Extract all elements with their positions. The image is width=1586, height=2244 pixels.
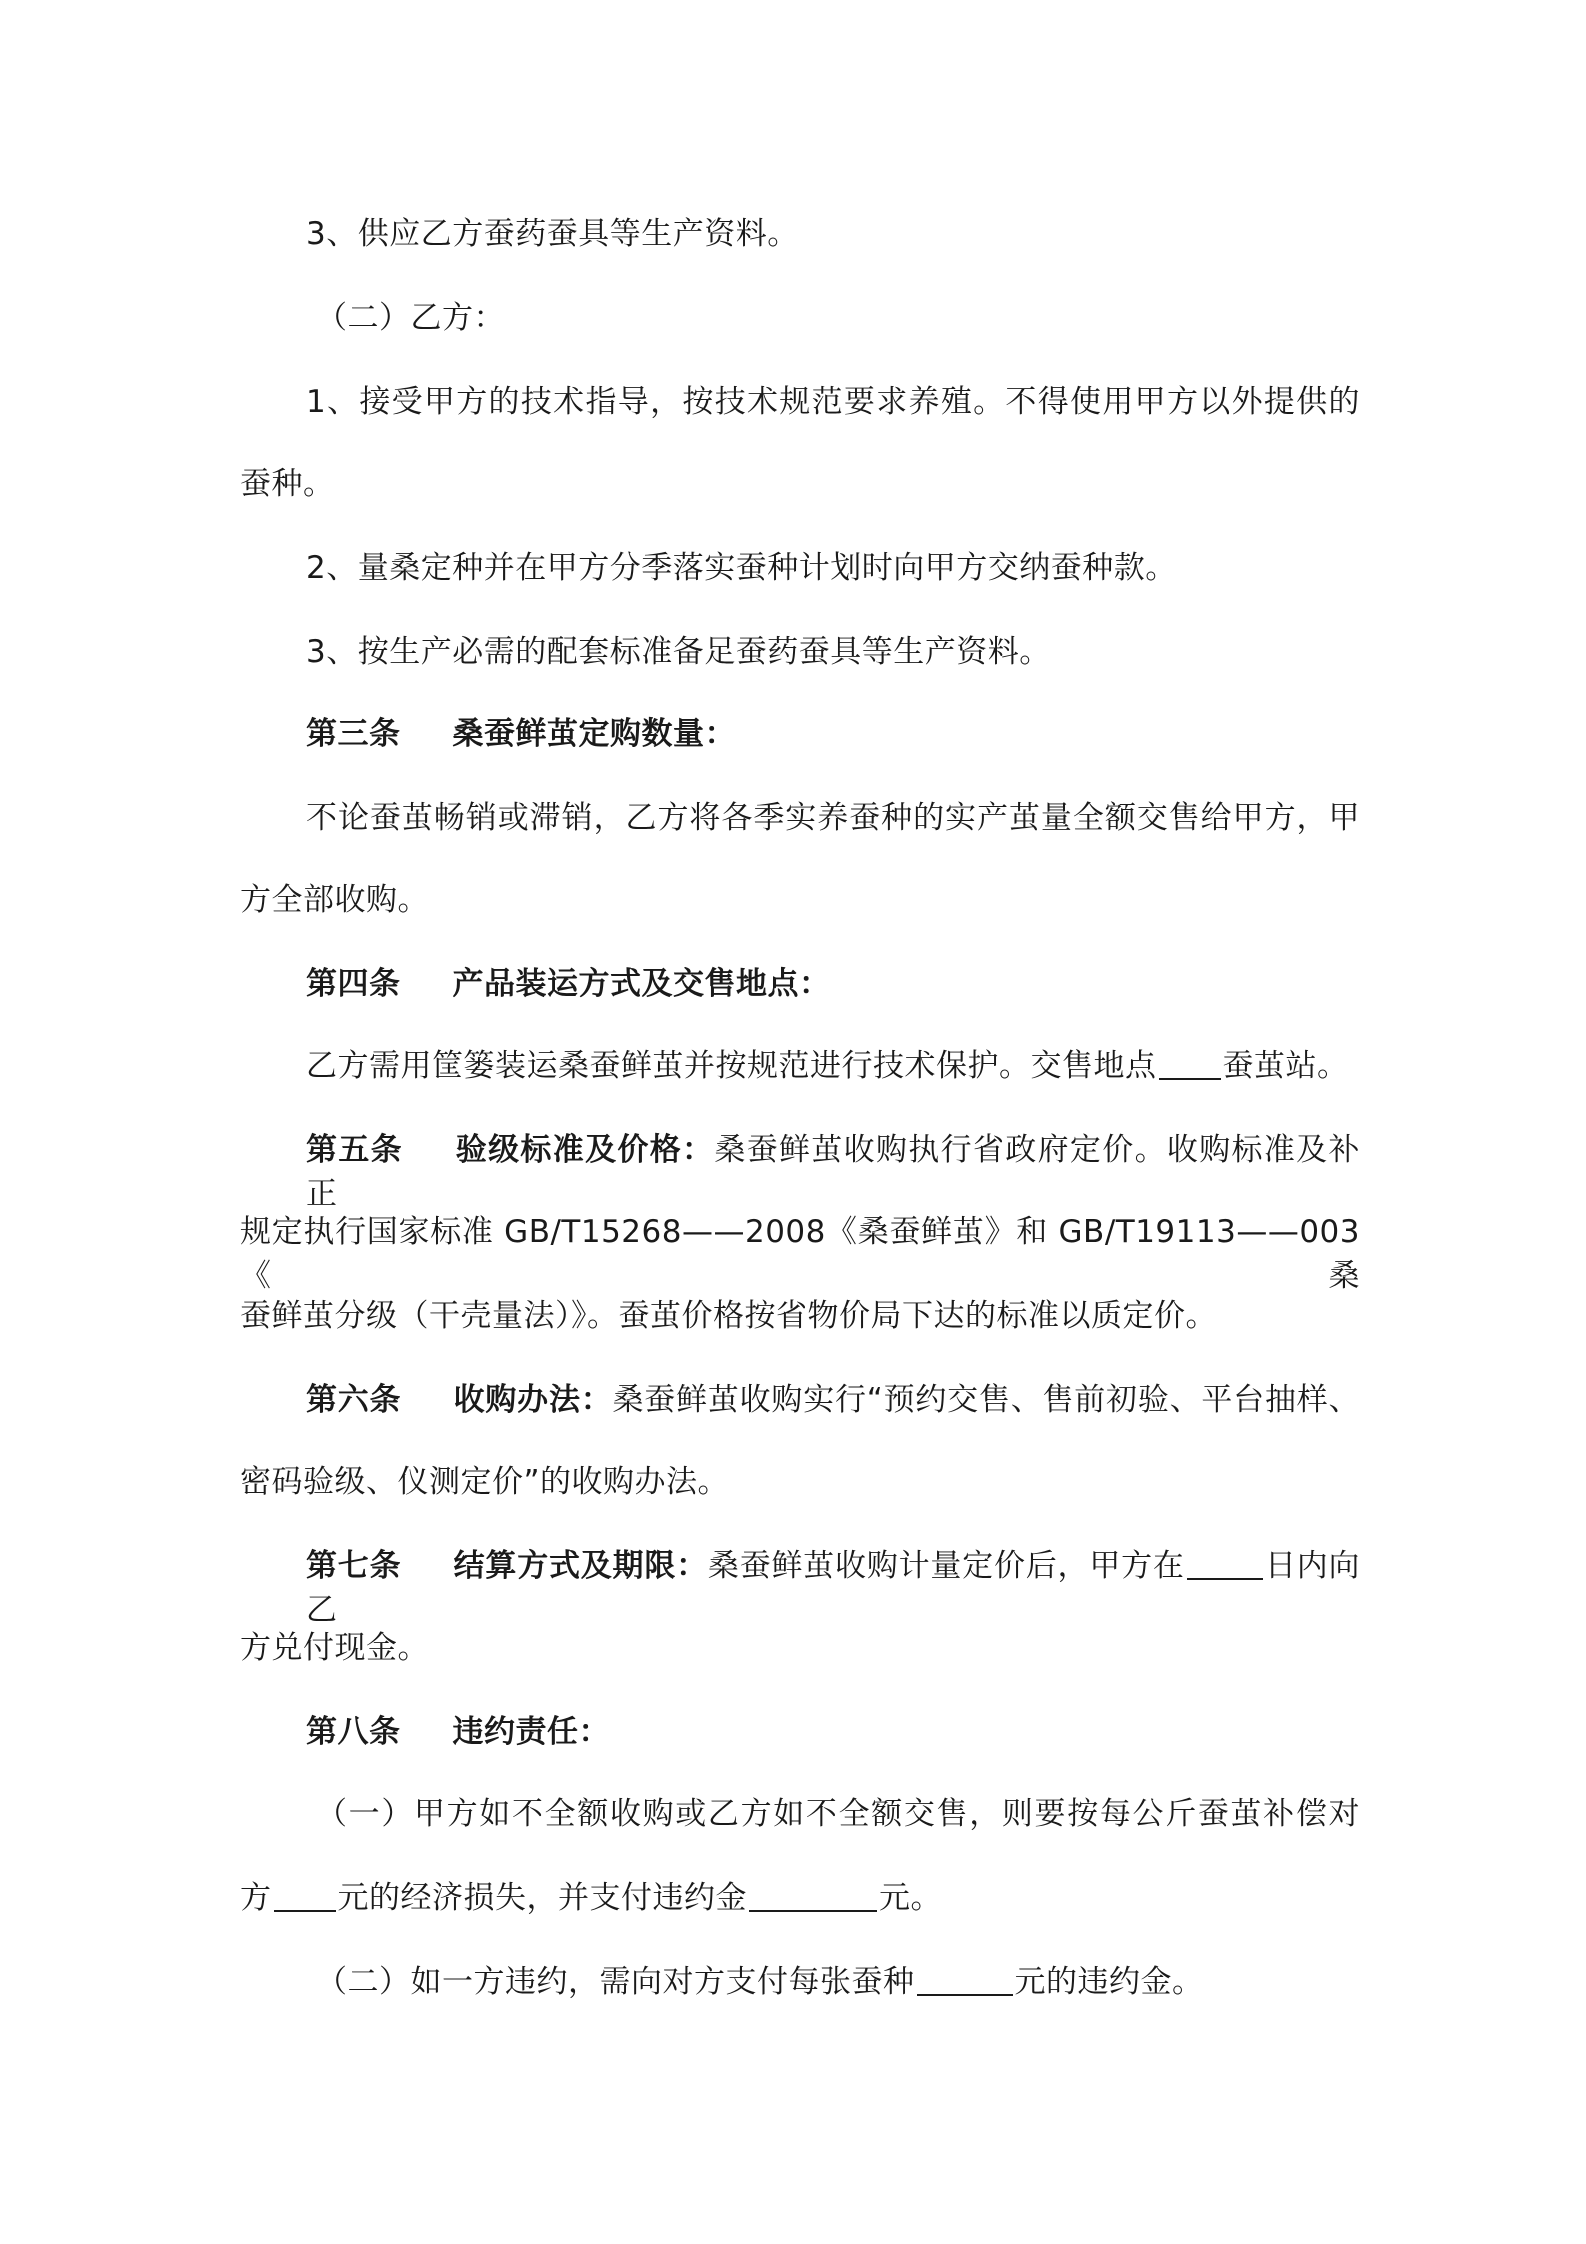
paragraph-text: 蚕茧站。	[1222, 1048, 1349, 1084]
article-title: 收购办法：	[453, 1382, 613, 1418]
article-3-heading	[306, 712, 1360, 756]
paragraph-supply-materials	[306, 212, 1360, 256]
article-number: 第五条	[306, 1132, 403, 1168]
paragraph-article3-line1	[306, 796, 1360, 840]
paragraph-text: 2、量桑定种并在甲方分季落实蚕种计划时向甲方交纳蚕种款。	[306, 550, 1177, 586]
paragraph-text: 日内向乙	[306, 1548, 1361, 1628]
section-party-b-heading	[316, 296, 1360, 340]
paragraph-text: 元的经济损失，并支付违约金	[337, 1880, 747, 1916]
blank-station-field[interactable]	[1159, 1048, 1221, 1080]
article-7-line1	[306, 1544, 1360, 1632]
paragraph-text: 元。	[879, 1880, 942, 1916]
article-title: 结算方式及期限：	[453, 1548, 708, 1584]
paragraph-article4	[306, 1044, 1360, 1088]
paragraph-text: （二）如一方违约，需向对方支付每张蚕种	[316, 1964, 915, 2000]
paragraph-text: 桑蚕鲜茧收购计量定价后，甲方在	[707, 1548, 1185, 1584]
paragraph-b1-line2	[240, 462, 1360, 506]
section-heading-text: （二）乙方：	[316, 300, 505, 336]
article-number: 第七条	[306, 1548, 402, 1584]
article-8-item2	[316, 1960, 1360, 2004]
paragraph-b1-line1	[306, 380, 1360, 424]
article-7-line2	[240, 1626, 1360, 1670]
paragraph-text: 桑蚕鲜茧收购执行省政府定价。收购标准及补正	[306, 1132, 1361, 1212]
blank-compensation-field[interactable]	[274, 1880, 336, 1912]
paragraph-text: 方	[240, 1880, 272, 1916]
paragraph-text: 规定执行国家标准 GB/T15268——2008《桑蚕鲜茧》和 GB/T19113——003《桑	[240, 1214, 1360, 1294]
paragraph-text: 蚕鲜茧分级（干壳量法）》。蚕茧价格按省物价局下达的标准以质定价。	[240, 1298, 1217, 1334]
article-4-heading	[306, 962, 1360, 1006]
article-5-line3	[240, 1294, 1360, 1338]
article-title: 验级标准及价格：	[454, 1132, 715, 1168]
article-8-heading	[306, 1710, 1360, 1754]
paragraph-text: 元的违约金。	[1014, 1964, 1204, 2000]
blank-penalty-field[interactable]	[749, 1880, 877, 1912]
article-number: 第八条	[306, 1714, 401, 1750]
article-title: 违约责任：	[452, 1714, 610, 1750]
article-5-line1	[306, 1128, 1360, 1216]
blank-days-field[interactable]	[1187, 1548, 1263, 1580]
paragraph-text: 方全部收购。	[240, 882, 429, 918]
article-title: 产品装运方式及交售地点：	[452, 966, 831, 1002]
article-8-item1-line2	[240, 1876, 1360, 1920]
paragraph-text: 不论蚕茧畅销或滞销，乙方将各季实养蚕种的实产茧量全额交售给甲方，甲	[306, 800, 1360, 836]
paragraph-text: 1、接受甲方的技术指导，按技术规范要求养殖。不得使用甲方以外提供的	[306, 384, 1360, 420]
paragraph-article3-line2	[240, 878, 1360, 922]
article-number: 第六条	[306, 1382, 402, 1418]
article-5-line2	[240, 1210, 1360, 1298]
article-number: 第四条	[306, 966, 401, 1002]
paragraph-text: 桑蚕鲜茧收购实行“预约交售、售前初验、平台抽样、	[612, 1382, 1361, 1418]
paragraph-text: 乙方需用筐篓装运桑蚕鲜茧并按规范进行技术保护。交售地点	[306, 1048, 1157, 1084]
paragraph-text: 方兑付现金。	[240, 1630, 429, 1666]
article-number: 第三条	[306, 716, 401, 752]
paragraph-text: 3、供应乙方蚕药蚕具等生产资料。	[306, 216, 799, 252]
article-8-item1-line1	[316, 1792, 1360, 1836]
article-6-line2	[240, 1460, 1360, 1504]
paragraph-text: 蚕种。	[240, 466, 335, 502]
paragraph-text: 密码验级、仪测定价”的收购办法。	[240, 1464, 730, 1500]
paragraph-text: （一）甲方如不全额收购或乙方如不全额交售，则要按每公斤蚕茧补偿对	[316, 1796, 1360, 1832]
article-6-line1	[306, 1378, 1360, 1422]
paragraph-text: 3、按生产必需的配套标准备足蚕药蚕具等生产资料。	[306, 634, 1051, 670]
paragraph-b2	[306, 546, 1360, 590]
blank-silkworm-penalty-field[interactable]	[917, 1964, 1013, 1996]
paragraph-b3	[306, 630, 1360, 674]
article-title: 桑蚕鲜茧定购数量：	[452, 716, 736, 752]
